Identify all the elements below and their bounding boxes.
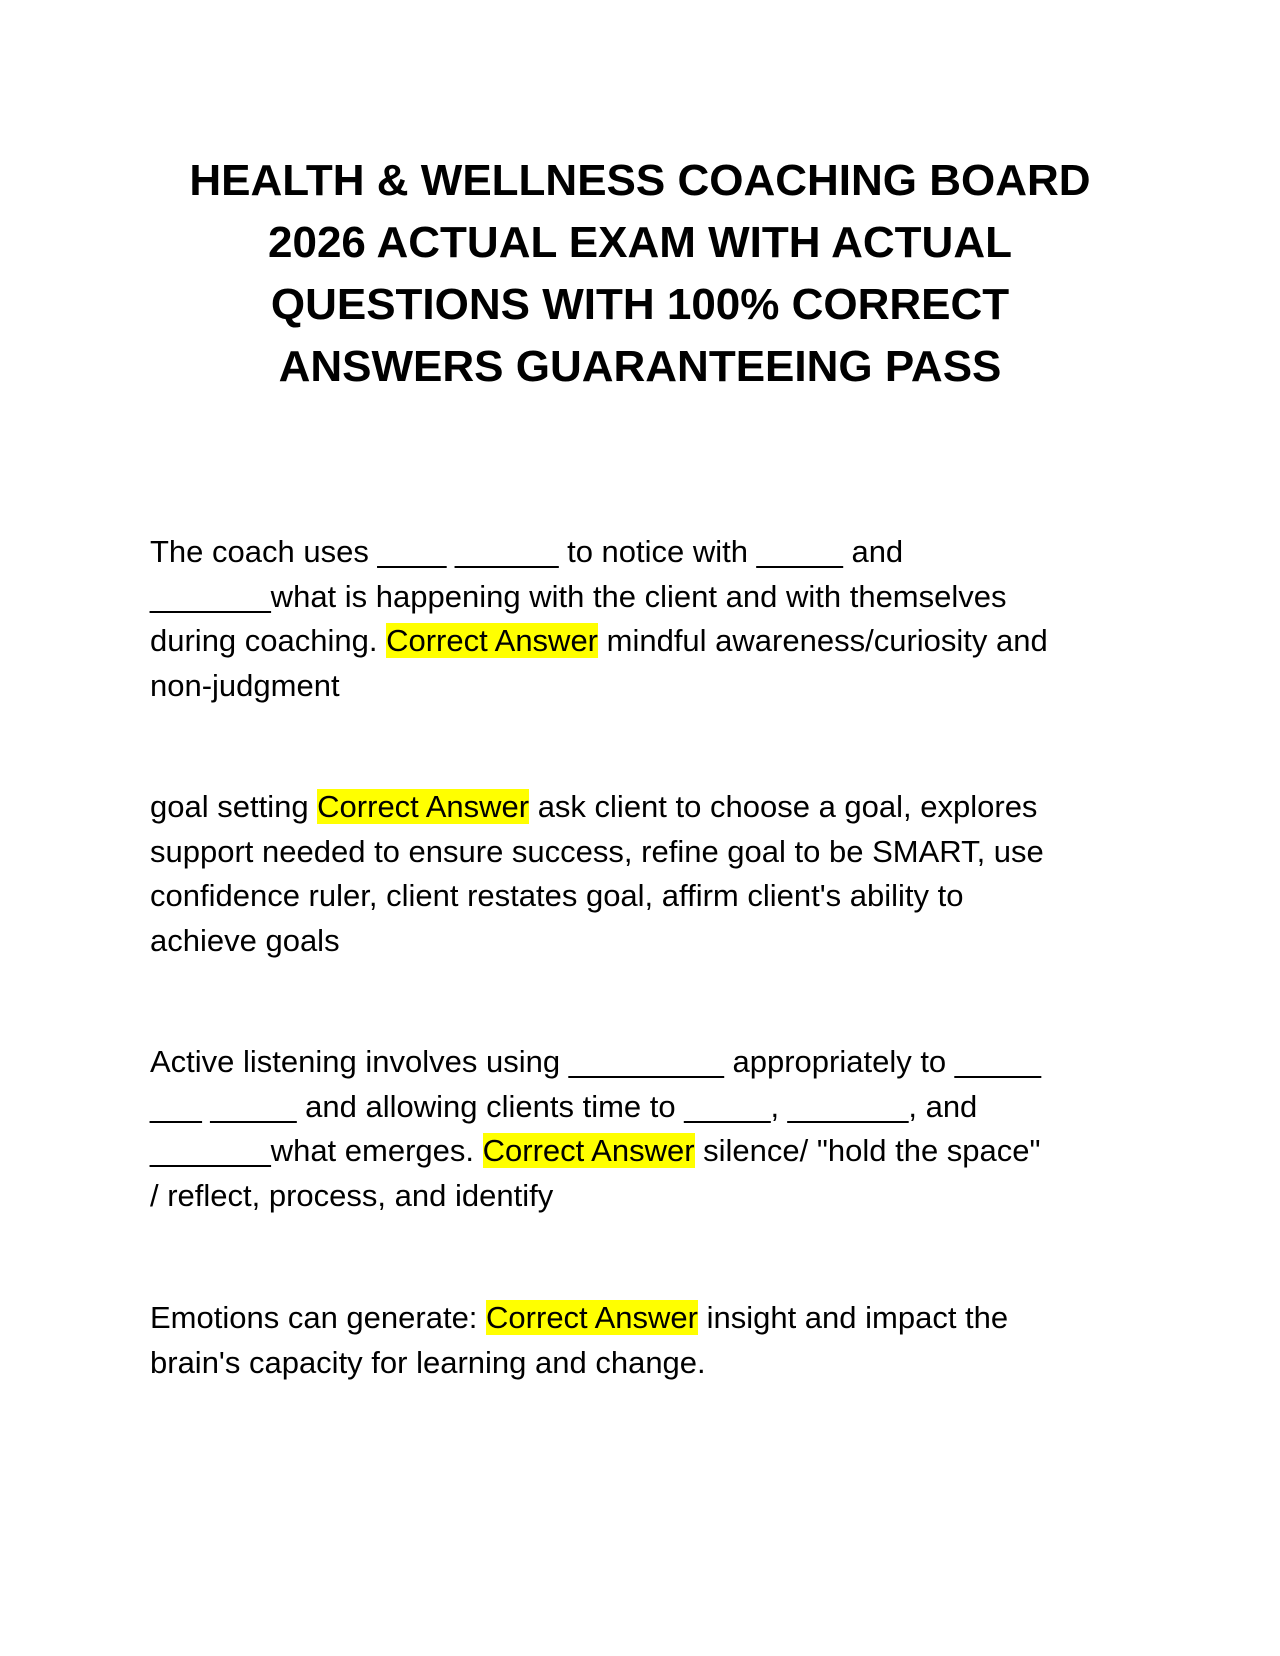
title-line-1: HEALTH & WELLNESS COACHING BOARD	[189, 156, 1091, 205]
qa-line	[150, 1129, 1150, 1174]
correct-answer-highlight: Correct Answer	[482, 1133, 695, 1168]
qa-line: ___ _____ and allowing clients time to _____, _______, and	[150, 1088, 978, 1124]
qa-line: The coach uses ____ ______ to notice with _____ and	[150, 534, 904, 569]
qa-answer-text: ask client to choose a goal, explores	[529, 789, 1038, 824]
document-title	[150, 150, 1130, 398]
qa-text: during coaching.	[150, 623, 387, 658]
qa-line: brain's capacity for learning and change.	[150, 1344, 706, 1380]
qa-text: _______what emerges.	[150, 1133, 483, 1168]
qa-line: Active listening involves using _________ appropriately to _____	[150, 1044, 1041, 1079]
qa-item	[150, 785, 1150, 963]
qa-line: / reflect, process, and identify	[150, 1177, 554, 1213]
correct-answer-highlight: Correct Answer	[386, 623, 599, 658]
qa-item	[150, 1040, 1150, 1218]
correct-answer-highlight: Correct Answer	[317, 789, 530, 824]
qa-text: goal setting	[150, 789, 318, 824]
correct-answer-highlight: Correct Answer	[486, 1300, 698, 1335]
title-line-4: ANSWERS GUARANTEEING PASS	[278, 342, 1002, 391]
qa-answer-text: silence/ "hold the space"	[694, 1133, 1041, 1168]
qa-text: Emotions can generate:	[150, 1300, 487, 1335]
qa-answer-text: mindful awareness/curiosity and	[598, 623, 1048, 658]
qa-line: achieve goals	[150, 922, 340, 958]
qa-line	[150, 619, 1150, 664]
title-line-2: 2026 ACTUAL EXAM WITH ACTUAL	[268, 218, 1012, 267]
qa-item	[150, 530, 1150, 708]
title-line-3: QUESTIONS WITH 100% CORRECT	[270, 280, 1010, 329]
qa-line	[150, 1296, 1150, 1341]
qa-answer-text: insight and impact the	[697, 1300, 1009, 1335]
qa-item	[150, 1296, 1150, 1385]
qa-line: confidence ruler, client restates goal, affirm client's ability to	[150, 878, 964, 913]
qa-line	[150, 785, 1150, 830]
qa-line: non-judgment	[150, 667, 340, 703]
qa-line: _______what is happening with the client and with themselves	[150, 578, 1007, 614]
qa-line: support needed to ensure success, refine goal to be SMART, use	[150, 833, 1044, 869]
